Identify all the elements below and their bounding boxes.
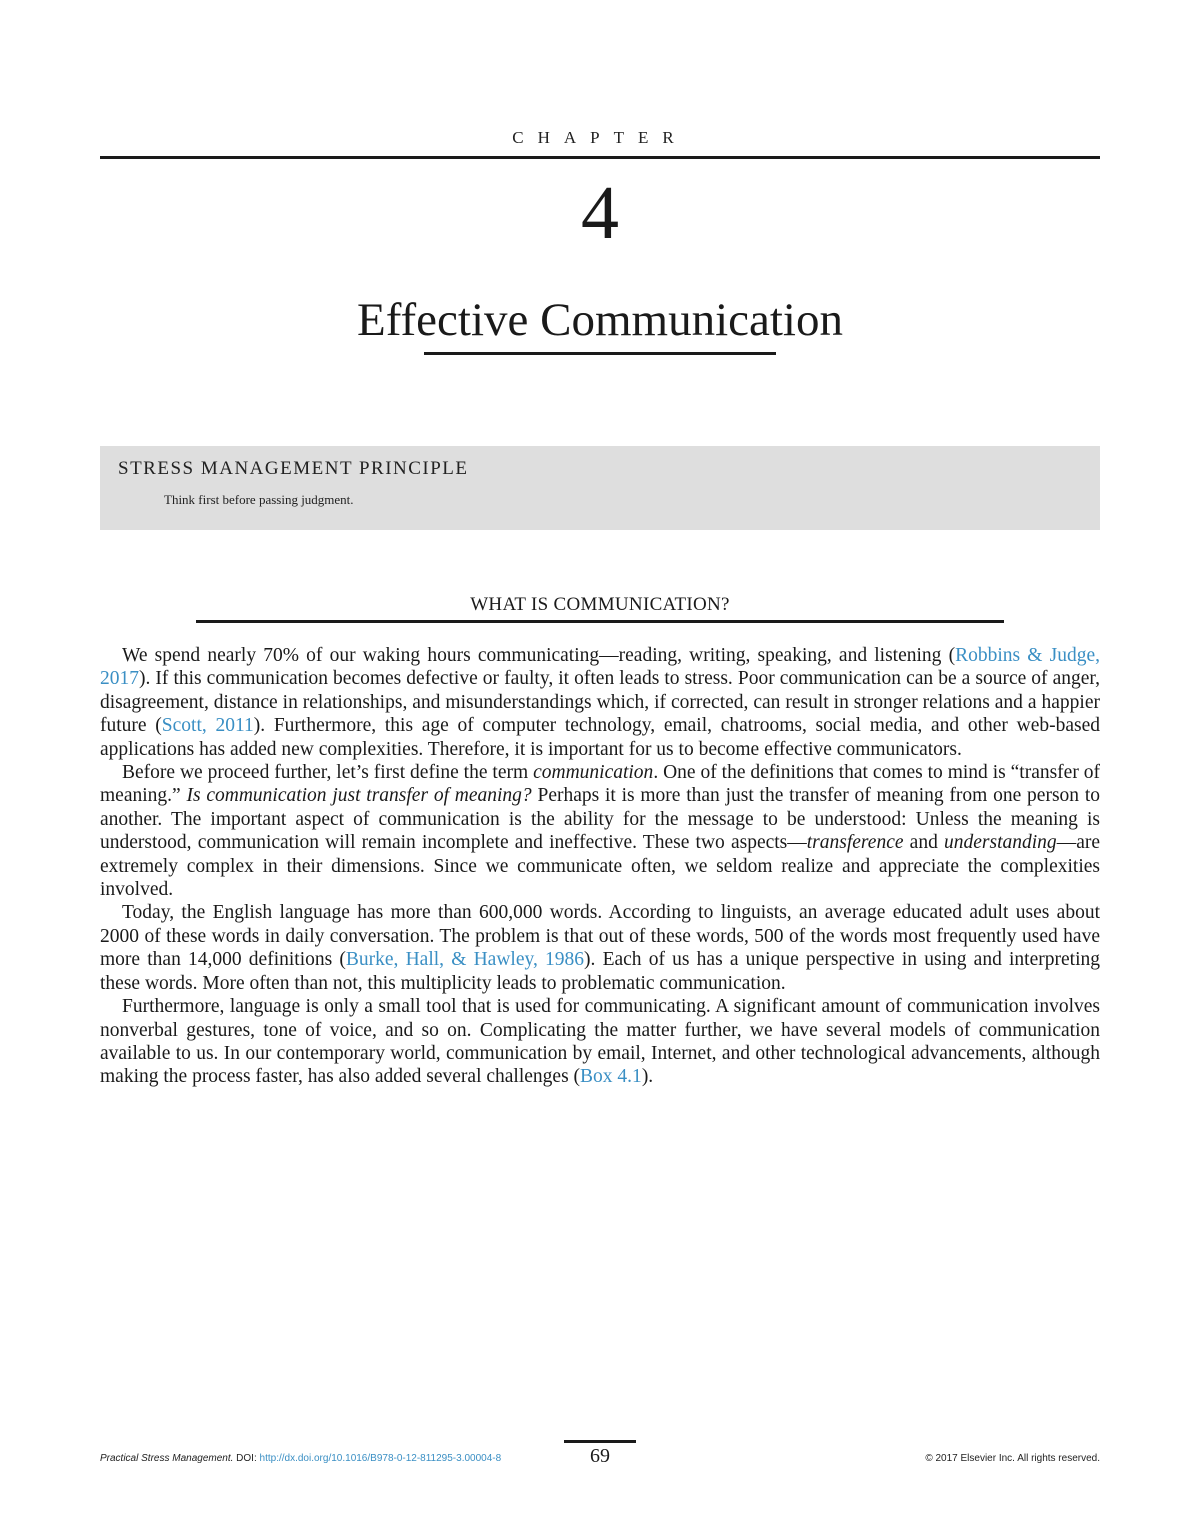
paragraph-3 [100,901,1100,995]
chapter-label: CHAPTER [512,128,688,147]
book-title: Practical Stress Management. [100,1453,234,1464]
p2-emphasis-2: Is communication just transfer of meaning? [186,785,532,807]
p3-text-2: ). Each of us has a unique perspective in using and interpreting these words. More often than not, this multiplicity leads to problematic communication. [100,949,1100,994]
p1-text-2: ). If this communication becomes defective or faulty, it often leads to stress. Poor communication can be a source of anger, disagreement, distance in relationships, and misunderstandings which, if corrected, can result in stronger relations and a happier future ( [100,668,1100,737]
paragraph-1 [100,644,1100,761]
top-divider [100,156,1100,159]
citation-link-burke-hall-hawley[interactable]: Burke, Hall, & Hawley, 1986 [345,949,585,971]
citation-link-robbins-judge[interactable]: Robbins & Judge, 2017 [100,645,1100,690]
p2-emphasis-1: communication [533,762,654,784]
p3-text-1: Today, the English language has more than 600,000 words. According to linguists, an average educated adult uses about 2000 of these words in daily conversation. The problem is that out of these words, 500 of the words most frequently used have more than 14,000 definitions ( [100,902,1100,971]
stress-management-principle-box [100,446,1100,530]
chapter-number: 4 [581,171,619,255]
p2-emphasis-4: understanding [944,832,1057,854]
p2-text-3: Perhaps it is more than just the transfer of meaning from one person to another. The important aspect of communication is the ability for the message to be understood: Unless the meaning is understood, communication will remain incomplete and ineffective. These two aspects— [100,785,1100,854]
title-underline [424,352,776,355]
p1-text-1: We spend nearly 70% of our waking hours communicating—reading, writing, speaking, and listening ( [122,645,956,666]
page-number: 69 [590,1445,610,1467]
citation-link-scott[interactable]: Scott, 2011 [161,715,254,737]
section-heading: WHAT IS COMMUNICATION? [470,594,730,615]
body-text [100,644,1100,1089]
principle-text: Think first before passing judgment. [164,492,354,507]
p2-text-5: —are extremely complex in their dimensions. Since we communicate often, we seldom realize and appreciate the complexities involved. [100,832,1100,901]
box-reference-link[interactable]: Box 4.1 [580,1066,642,1088]
p1-text-3: ). Furthermore, this age of computer technology, email, chatrooms, social media, and other web-based applications has added new complexities. Therefore, it is important for us to become effective communicators. [100,715,1100,760]
chapter-title: Effective Communication [357,294,843,346]
p2-text-4: and [903,832,945,854]
section-underline [196,620,1004,623]
p4-text-2: ). [641,1066,654,1088]
copyright-notice: © 2017 Elsevier Inc. All rights reserved. [925,1453,1100,1464]
footer-divider [564,1440,636,1443]
paragraph-4 [100,995,1100,1089]
p2-text-2: . One of the definitions that comes to mind is “transfer of meaning.” [100,762,1100,807]
p2-text-1: Before we proceed further, let’s first define the term [122,762,534,784]
principle-heading: STRESS MANAGEMENT PRINCIPLE [118,458,469,479]
p2-emphasis-3: transference [806,832,904,854]
doi-label: DOI: [233,1453,260,1464]
p4-text-1: Furthermore, language is only a small tool that is used for communicating. A significant amount of communication involves nonverbal gestures, tone of voice, and so on. Complicating the matter further, we have several models of communication available to us. In our contemporary world, communication by email, Internet, and other technological advancements, although making the process faster, has also added several challenges ( [100,996,1100,1088]
paragraph-2 [100,761,1100,901]
doi-link[interactable]: http://dx.doi.org/10.1016/B978-0-12-811295-3.00004-8 [259,1453,502,1464]
